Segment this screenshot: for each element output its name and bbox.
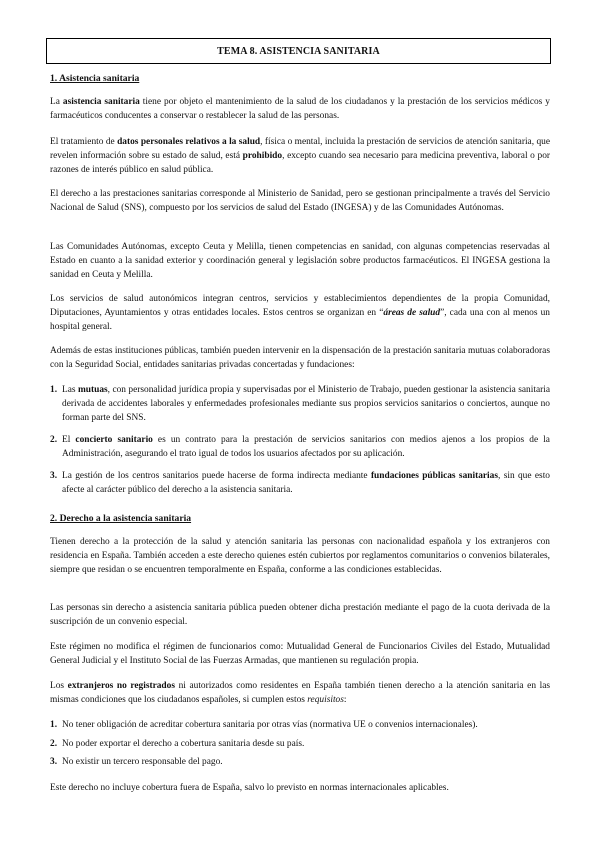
list-number: 1.	[50, 720, 58, 730]
list-number: 2.	[50, 739, 58, 749]
section-2-paragraph-1: Tienen derecho a la protección de la salud y atención sanitaria las personas con nacionalidad española y los extranjeros con residencia en España. También acceden a este derecho quienes estén cubiertos por reglamentos comunitarios o convenios bilaterales, siempre que residan o se encuentren temporalmente en España, conforme a las condiciones establecidas.	[50, 537, 550, 575]
list-item	[50, 755, 550, 769]
list-item	[50, 718, 550, 732]
italic-term: requisitos	[307, 695, 344, 705]
list-number: 2.	[50, 435, 58, 445]
section-1-paragraph-3: El derecho a las prestaciones sanitarias corresponde al Ministerio de Sanidad, pero se gestionan principalmente a través del Servicio Nacional de Salud (SNS), compuesto por los servicios de salud del Estado (INGESA) y de las Comunidades Autónomas.	[50, 189, 550, 213]
list-item-text: No existir un tercero responsable del pago.	[62, 757, 223, 767]
list-item: 3. La gestión de los centros sanitarios puede hacerse de forma indirecta mediante fundaciones públicas sanitarias, sin que esto afecte al carácter público del derecho a la asistencia sanitaria.	[50, 471, 550, 495]
list-item-text: No tener obligación de acreditar cobertura sanitaria por otras vías (normativa UE o convenios internacionales).	[62, 720, 478, 730]
list-number: 3.	[50, 471, 58, 481]
list-item-text: No poder exportar el derecho a cobertura sanitaria desde su país.	[62, 739, 305, 749]
section-2-paragraph-4: Los extranjeros no registrados ni autorizados como residentes en España también tienen derecho a la atención sanitaria en las mismas condiciones que los ciudadanos españoles, si cumplen estos requisitos:	[50, 681, 551, 705]
page-title-text: TEMA 8. ASISTENCIA SANITARIA	[217, 45, 380, 57]
section-1-paragraph-2: El tratamiento de datos personales relativos a la salud, física o mental, incluida la prestación de servicios de atención sanitaria, que revelen información sobre su estado de salud, está prohibido, excepto cuando sea necesario para medicina preventiva, laboral o por razones de interés público en salud pública.	[50, 137, 551, 175]
bold-term: asistencia sanitaria	[62, 97, 140, 107]
list-number: 1.	[50, 385, 58, 395]
bold-term: prohibido	[242, 151, 283, 161]
bold-term: mutuas	[77, 385, 108, 395]
section-2-heading: 2. Derecho a la asistencia sanitaria	[50, 513, 192, 524]
section-2-paragraph-2: Las personas sin derecho a asistencia sanitaria pública pueden obtener dicha prestación mediante el pago de la cuota derivada de la suscripción de un convenio especial.	[50, 603, 550, 627]
section-2-paragraph-5: Este derecho no incluye cobertura fuera de España, salvo lo previsto en normas internacionales aplicables.	[50, 783, 449, 793]
bold-term: datos personales relativos a la salud	[117, 137, 261, 147]
section-1-paragraph-5: Los servicios de salud autonómicos integran centros, servicios y establecimientos dependientes de la propia Comunidad, Diputaciones, Ayuntamientos y otras entidades locales. Estos centros se organizan en “áreas de salud”, cada una con al menos un hospital general.	[50, 294, 550, 332]
page-title	[46, 38, 551, 64]
section-1-paragraph-6: Además de estas instituciones públicas, también pueden intervenir en la dispensación de la prestación sanitaria mutuas colaboradoras con la Seguridad Social, entidades sanitarias privadas concertadas y fundaciones:	[50, 346, 550, 370]
italic-term: áreas de salud	[383, 308, 441, 318]
list-item: 2. El concierto sanitario es un contrato para la prestación de servicios sanitarios con medios ajenos a los propios de la Administración, asegurando el trato igual de todos los usuarios afectados por su aplicación.	[50, 435, 550, 459]
section-2-paragraph-3: Este régimen no modifica el régimen de funcionarios como: Mutualidad General de Funcionarios Civiles del Estado, Mutualidad General Judicial y el Instituto Social de las Fuerzas Armadas, que mantienen su regulación propia.	[50, 642, 550, 666]
list-item	[50, 737, 550, 751]
section-1-paragraph-1: La asistencia sanitaria tiene por objeto el mantenimiento de la salud de los ciudadanos y la prestación de los servicios médicos y farmacéuticos conducentes a conservar o restablecer la salud de las personas.	[50, 97, 550, 121]
list-item: 1. Las mutuas, con personalidad jurídica propia y supervisadas por el Ministerio de Trabajo, pueden gestionar la asistencia sanitaria derivada de accidentes laborales y enfermedades profesionales mediante sus propios servicios sanitarios o conciertos, aunque no forman parte del SNS.	[50, 385, 550, 423]
bold-term: extranjeros no registrados	[67, 681, 175, 691]
list-number: 3.	[50, 757, 58, 767]
bold-term: concierto sanitario	[75, 435, 153, 445]
bold-term: fundaciones públicas sanitarias	[370, 471, 498, 481]
section-1-paragraph-4: Las Comunidades Autónomas, excepto Ceuta y Melilla, tienen competencias en sanidad, con algunas competencias reservadas al Estado en cuanto a la sanidad exterior y coordinación general y legislación sobre productos farmacéuticos. El INGESA gestiona la sanidad en Ceuta y Melilla.	[50, 242, 550, 280]
section-1-heading: 1. Asistencia sanitaria	[50, 73, 140, 84]
